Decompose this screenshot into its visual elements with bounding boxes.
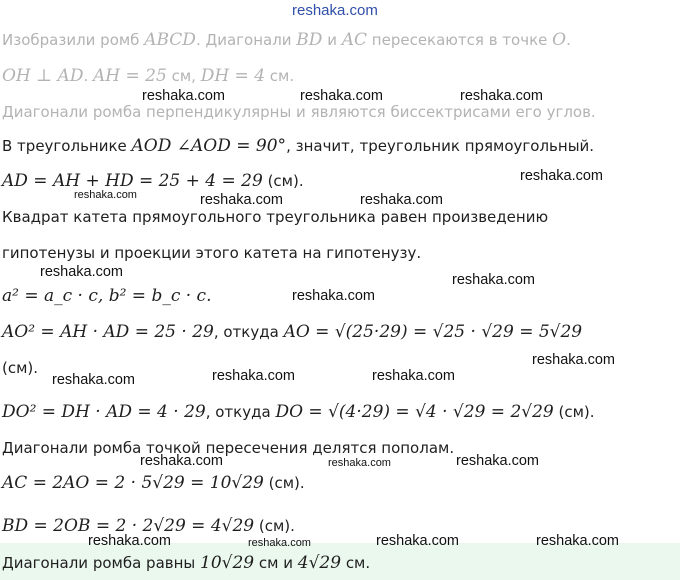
watermark: reshaka.com [88,533,172,549]
solution-line-6: Квадрат катета прямоугольного треугольника равен произведению [2,208,549,226]
answer-line: Диагонали ромба равны 10√29 см и 4√29 см. [2,553,371,573]
watermark: reshaka.com [460,88,544,104]
watermark: reshaka.com [360,192,444,208]
solution-line-8: a² = a_c · c, b² = b_c · c. [2,286,212,306]
watermark: reshaka.com [300,88,384,104]
watermark: reshaka.com [142,88,226,104]
watermark: reshaka.com [292,288,376,304]
watermark: reshaka.com [372,368,456,384]
watermark: reshaka.com [376,533,460,549]
watermark: reshaka.com [452,272,536,288]
solution-line-5: AD = AH + HD = 25 + 4 = 29 (см). [2,171,304,191]
watermark: reshaka.com [40,264,124,280]
watermark: reshaka.com [328,457,391,469]
solution-line-1: Изобразили ромб ABCD. Диагонали BD и AC пересекаются в точке O. [2,30,571,50]
watermark: reshaka.com [520,168,604,184]
solution-line-13: AC = 2AO = 2 · 5√29 = 10√29 (см). [2,473,305,493]
solution-line-11: DO² = DH · AD = 4 · 29, откуда DO = √(4·29) = √4 · √29 = 2√29 (см). [2,402,595,422]
watermark: reshaka.com [212,368,296,384]
watermark: reshaka.com [536,533,620,549]
solution-line-2: OH ⊥ AD. AH = 25 см, DH = 4 см. [2,66,295,86]
watermark: reshaka.com [532,352,616,368]
watermark: reshaka.com [74,189,137,201]
solution-line-9: AO² = AH · AD = 25 · 29, откуда AO = √(25·29) = √25 · √29 = 5√29 [2,322,583,342]
solution-line-14: BD = 2OB = 2 · 2√29 = 4√29 (см). [2,516,295,536]
watermark: reshaka.com [248,537,311,549]
solution-line-3: Диагонали ромба перпендикулярны и являются биссектрисами его углов. [2,103,596,121]
site-logo-text[interactable]: reshaka.com [292,2,378,19]
watermark: reshaka.com [52,372,136,388]
watermark: reshaka.com [200,192,284,208]
watermark: reshaka.com [140,453,224,469]
solution-line-7: гипотенузы и проекции этого катета на гипотенузу. [2,244,422,262]
solution-line-10: (см). [2,359,39,377]
watermark: reshaka.com [456,453,540,469]
solution-line-12: Диагонали ромба точкой пересечения делятся пополам. [2,439,455,457]
solution-line-4: В треугольнике AOD ∠AOD = 90°, значит, треугольник прямоугольный. [2,136,595,156]
